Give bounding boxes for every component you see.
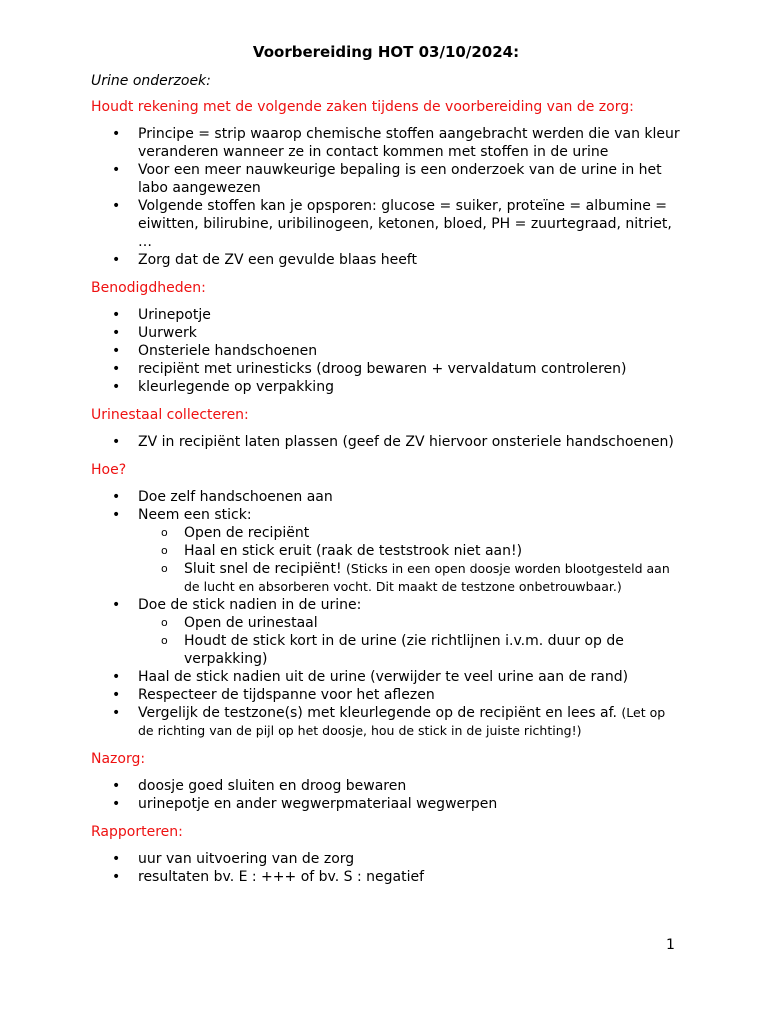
list-item xyxy=(91,596,681,668)
sublist-item xyxy=(138,560,681,596)
heading-supplies: Benodigdheden: xyxy=(91,280,206,296)
list-item-text: Doe de stick nadien in de urine: xyxy=(138,597,362,613)
list-item: • ZV in recipiënt laten plassen (geef de ZV hiervoor onsteriele handschoenen) xyxy=(91,433,681,451)
list-item: • resultaten bv. E : +++ of bv. S : negatief xyxy=(91,868,681,886)
document-subtitle: Urine onderzoek: xyxy=(91,73,211,89)
page-number: 1 xyxy=(666,937,675,953)
list-item: • Zorg dat de ZV een gevulde blaas heeft xyxy=(91,251,681,269)
list-item: • recipiënt met urinesticks (droog bewaren + vervaldatum controleren) xyxy=(91,360,681,378)
list-item: • kleurlegende op verpakking xyxy=(91,378,681,396)
list-report xyxy=(91,850,681,886)
document-title: Voorbereiding HOT 03/10/2024: xyxy=(252,43,520,61)
list-item: • Principe = strip waarop chemische stoffen aangebracht werden die van kleur veranderen wanneer ze in contact kommen met stoffen in de urine xyxy=(91,125,681,161)
list-item: • urinepotje en ander wegwerpmateriaal wegwerpen xyxy=(91,795,681,813)
list-item xyxy=(91,704,681,740)
list-considerations xyxy=(91,125,681,269)
list-item: • Voor een meer nauwkeurige bepaling is een onderzoek van de urine in het labo aangewezen xyxy=(91,161,681,197)
list-item: • Doe zelf handschoenen aan xyxy=(91,488,681,506)
heading-considerations: Houdt rekening met de volgende zaken tijdens de voorbereiding van de zorg: xyxy=(91,99,634,115)
sublist-item: o Houdt de stick kort in de urine (zie richtlijnen i.v.m. duur op de verpakking) xyxy=(138,632,681,668)
list-aftercare xyxy=(91,777,681,813)
list-item: • doosje goed sluiten en droog bewaren xyxy=(91,777,681,795)
list-supplies xyxy=(91,306,681,396)
sublist-item-note: (Sticks in een open doosje worden blootgesteld aan de lucht en absorberen vocht. Dit maakt de testzone onbetrouwbaar.) xyxy=(184,561,670,594)
sublist-item-text: Sluit snel de recipiënt! xyxy=(184,561,342,577)
sublist-in-urine xyxy=(138,614,681,668)
document-page xyxy=(91,42,681,896)
sublist-item: o Haal en stick eruit (raak de teststrook niet aan!) xyxy=(138,542,681,560)
list-collect xyxy=(91,433,681,451)
sublist-item: o Open de recipiënt xyxy=(138,524,681,542)
heading-report: Rapporteren: xyxy=(91,824,183,840)
list-how xyxy=(91,488,681,740)
list-item: • Volgende stoffen kan je opsporen: glucose = suiker, proteïne = albumine = eiwitten, bilirubine, uribilinogeen, ketonen, bloed, PH = zuurtegraad, nitriet, … xyxy=(91,197,681,251)
list-item: • Uurwerk xyxy=(91,324,681,342)
heading-how: Hoe? xyxy=(91,462,127,478)
list-item-text: Vergelijk de testzone(s) met kleurlegende op de recipiënt en lees af. xyxy=(138,705,617,721)
list-item-text: Neem een stick: xyxy=(138,507,252,523)
list-item: • Haal de stick nadien uit de urine (verwijder te veel urine aan de rand) xyxy=(91,668,681,686)
sublist-take-stick xyxy=(138,524,681,596)
list-item xyxy=(91,506,681,596)
list-item: • uur van uitvoering van de zorg xyxy=(91,850,681,868)
heading-collect: Urinestaal collecteren: xyxy=(91,407,249,423)
list-item: • Onsteriele handschoenen xyxy=(91,342,681,360)
sublist-item: o Open de urinestaal xyxy=(138,614,681,632)
list-item: • Urinepotje xyxy=(91,306,681,324)
list-item: • Respecteer de tijdspanne voor het aflezen xyxy=(91,686,681,704)
list-item-note: (Let op de richting van de pijl op het doosje, hou de stick in de juiste richting!) xyxy=(138,705,666,738)
heading-aftercare: Nazorg: xyxy=(91,751,146,767)
